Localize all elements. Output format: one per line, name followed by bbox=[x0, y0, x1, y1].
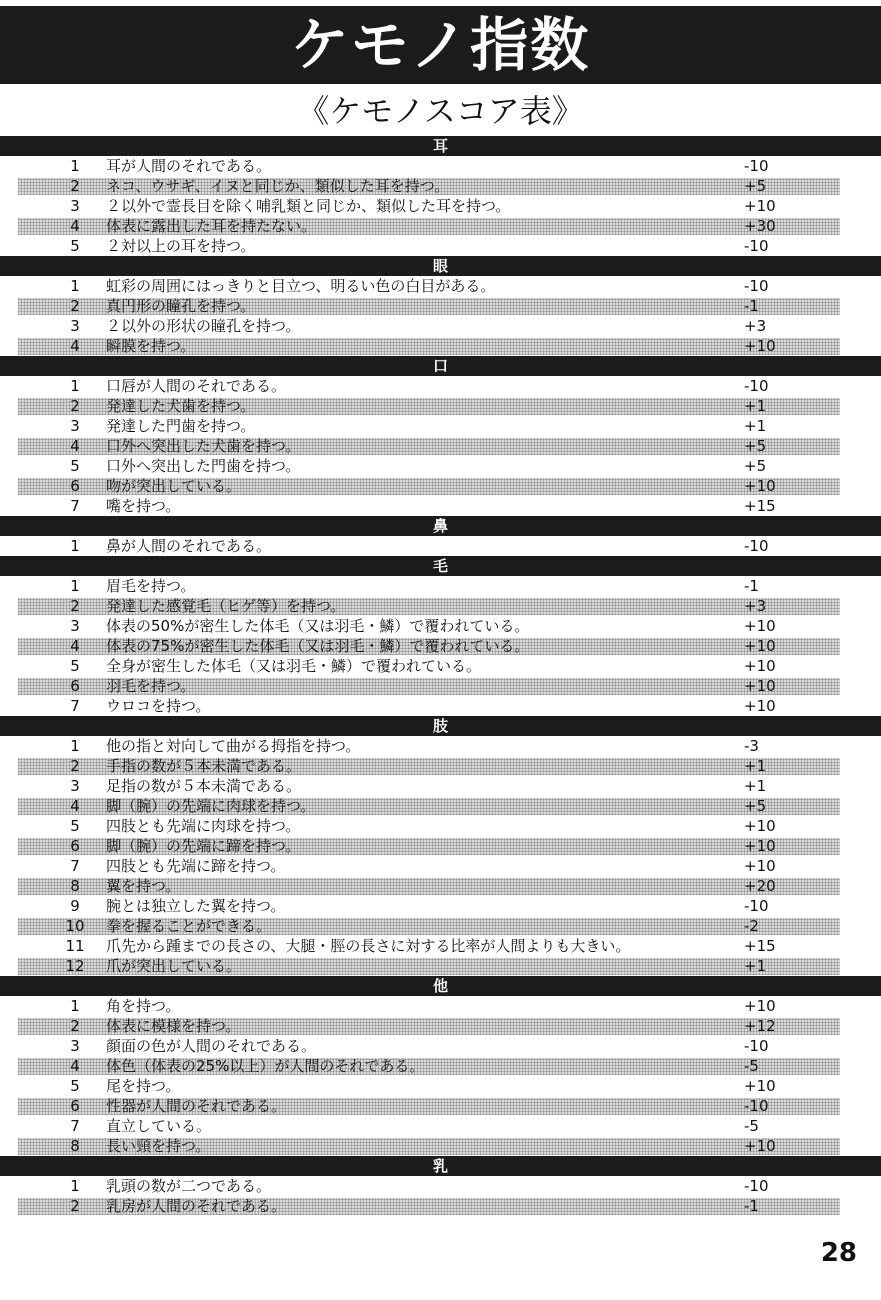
item-score: +10 bbox=[744, 837, 776, 855]
item-score: +5 bbox=[744, 797, 767, 815]
section-header: 口 bbox=[0, 356, 881, 376]
item-score: +10 bbox=[744, 197, 776, 215]
table-row bbox=[0, 1176, 881, 1196]
item-number: 4 bbox=[70, 637, 80, 655]
item-text: 発達した門歯を持つ。 bbox=[106, 417, 256, 435]
item-text: 体表に模様を持つ。 bbox=[106, 1017, 241, 1035]
item-text: 乳頭の数が二つである。 bbox=[106, 1177, 272, 1195]
item-number: 1 bbox=[70, 1177, 80, 1195]
item-number: 2 bbox=[70, 397, 80, 415]
item-text: 口外へ突出した門歯を持つ。 bbox=[106, 457, 301, 475]
item-score: -10 bbox=[744, 157, 769, 175]
table-row bbox=[0, 456, 881, 476]
item-score: -10 bbox=[744, 1097, 769, 1115]
item-score: +15 bbox=[744, 937, 776, 955]
item-number: 3 bbox=[70, 417, 80, 435]
section-header: 乳 bbox=[0, 1156, 881, 1176]
item-text: 長い頸を持つ。 bbox=[106, 1137, 211, 1155]
item-number: 2 bbox=[70, 1017, 80, 1035]
section-header: 鼻 bbox=[0, 516, 881, 536]
item-number: 6 bbox=[70, 477, 80, 495]
item-number: 2 bbox=[70, 1197, 80, 1215]
item-text: ２以外の形状の瞳孔を持つ。 bbox=[106, 317, 301, 335]
table-row bbox=[0, 1096, 881, 1116]
item-text: 体表の50%が密生した体毛（又は羽毛・鱗）で覆われている。 bbox=[106, 617, 530, 635]
table-row bbox=[0, 656, 881, 676]
page-subtitle: 《ケモノスコア表》 bbox=[297, 92, 584, 130]
item-text: 乳房が人間のそれである。 bbox=[106, 1197, 287, 1215]
item-number: 4 bbox=[70, 337, 80, 355]
item-score: +5 bbox=[744, 457, 767, 475]
item-score: -5 bbox=[744, 1057, 759, 1075]
item-text: 直立している。 bbox=[106, 1117, 212, 1135]
table-row bbox=[0, 336, 881, 356]
table-row bbox=[0, 476, 881, 496]
item-score: +1 bbox=[744, 417, 767, 435]
item-score: +10 bbox=[744, 337, 776, 355]
section-header: 耳 bbox=[0, 136, 881, 156]
table-row bbox=[0, 996, 881, 1016]
item-number: 7 bbox=[70, 497, 80, 515]
item-number: 1 bbox=[70, 577, 80, 595]
item-text: 瞬膜を持つ。 bbox=[106, 337, 196, 355]
table-row bbox=[0, 1196, 881, 1216]
table-row bbox=[0, 1076, 881, 1096]
item-score: -10 bbox=[744, 1037, 769, 1055]
item-text: 角を持つ。 bbox=[106, 997, 181, 1015]
table-row bbox=[0, 816, 881, 836]
item-number: 3 bbox=[70, 1037, 80, 1055]
table-row bbox=[0, 1116, 881, 1136]
table-row bbox=[0, 536, 881, 556]
item-text: ２以外で霊長目を除く哺乳類と同じか、類似した耳を持つ。 bbox=[106, 197, 511, 215]
item-number: 3 bbox=[70, 197, 80, 215]
table-row bbox=[0, 1016, 881, 1036]
item-score: -10 bbox=[744, 1177, 769, 1195]
table-row bbox=[0, 436, 881, 456]
table-row bbox=[0, 156, 881, 176]
section-header: 肢 bbox=[0, 716, 881, 736]
table-row bbox=[0, 776, 881, 796]
item-text: 吻が突出している。 bbox=[106, 477, 242, 495]
table-row bbox=[0, 216, 881, 236]
table-row bbox=[0, 636, 881, 656]
item-number: 5 bbox=[70, 237, 80, 255]
table-row bbox=[0, 236, 881, 256]
item-score: -10 bbox=[744, 537, 769, 555]
item-score: +15 bbox=[744, 497, 776, 515]
item-number: 7 bbox=[70, 697, 80, 715]
item-score: -1 bbox=[744, 1197, 759, 1215]
item-score: +10 bbox=[744, 617, 776, 635]
table-row bbox=[0, 836, 881, 856]
item-text: 爪が突出している。 bbox=[106, 957, 242, 975]
table-row bbox=[0, 576, 881, 596]
table-row bbox=[0, 676, 881, 696]
table-row bbox=[0, 876, 881, 896]
table-row bbox=[0, 916, 881, 936]
item-number: 11 bbox=[65, 937, 85, 955]
item-number: 3 bbox=[70, 317, 80, 335]
item-number: 1 bbox=[70, 997, 80, 1015]
table-row bbox=[0, 396, 881, 416]
table-row bbox=[0, 1056, 881, 1076]
item-text: 拳を握ることができる。 bbox=[106, 917, 272, 935]
table-row bbox=[0, 896, 881, 916]
table-row bbox=[0, 1136, 881, 1156]
item-number: 6 bbox=[70, 1097, 80, 1115]
item-number: 6 bbox=[70, 677, 80, 695]
item-score: +10 bbox=[744, 817, 776, 835]
item-text: 鼻が人間のそれである。 bbox=[106, 537, 272, 555]
table-row bbox=[0, 956, 881, 976]
item-number: 7 bbox=[70, 857, 80, 875]
table-row bbox=[0, 936, 881, 956]
item-score: -1 bbox=[744, 577, 759, 595]
table-row bbox=[0, 496, 881, 516]
item-text: 手指の数が５本未満である。 bbox=[106, 757, 302, 775]
item-text: 四肢とも先端に蹄を持つ。 bbox=[106, 857, 286, 875]
item-score: +10 bbox=[744, 637, 776, 655]
section-header: 眼 bbox=[0, 256, 881, 276]
table-row bbox=[0, 176, 881, 196]
table-row bbox=[0, 196, 881, 216]
item-text: 発達した感覚毛（ヒゲ等）を持つ。 bbox=[106, 597, 346, 615]
item-number: 4 bbox=[70, 1057, 80, 1075]
item-score: +10 bbox=[744, 677, 776, 695]
item-text: ネコ、ウサギ、イヌと同じか、類似した耳を持つ。 bbox=[106, 177, 450, 195]
item-score: +20 bbox=[744, 877, 776, 895]
item-text: 脚（腕）の先端に蹄を持つ。 bbox=[106, 837, 301, 855]
item-number: 4 bbox=[70, 217, 80, 235]
item-score: +1 bbox=[744, 397, 767, 415]
item-text: 四肢とも先端に肉球を持つ。 bbox=[106, 817, 301, 835]
item-text: ウロコを持つ。 bbox=[106, 697, 211, 715]
item-number: 1 bbox=[70, 377, 80, 395]
item-score: -10 bbox=[744, 377, 769, 395]
item-number: 5 bbox=[70, 457, 80, 475]
item-number: 5 bbox=[70, 817, 80, 835]
item-number: 2 bbox=[70, 177, 80, 195]
item-number: 5 bbox=[70, 1077, 80, 1095]
item-text: 翼を持つ。 bbox=[106, 877, 181, 895]
item-number: 1 bbox=[70, 537, 80, 555]
item-text: 口外へ突出した犬歯を持つ。 bbox=[106, 437, 301, 455]
item-number: 12 bbox=[65, 957, 85, 975]
table-row bbox=[0, 296, 881, 316]
item-text: 爪先から踵までの長さの、大腿・脛の長さに対する比率が人間よりも大きい。 bbox=[106, 937, 631, 955]
section-header: 他 bbox=[0, 976, 881, 996]
item-score: -10 bbox=[744, 237, 769, 255]
item-number: 1 bbox=[70, 157, 80, 175]
page-title: ケモノ指数 bbox=[0, 6, 881, 84]
item-number: 6 bbox=[70, 837, 80, 855]
item-number: 10 bbox=[65, 917, 85, 935]
item-number: 1 bbox=[70, 277, 80, 295]
item-score: +1 bbox=[744, 757, 767, 775]
item-number: 3 bbox=[70, 777, 80, 795]
item-text: 体表の75%が密生した体毛（又は羽毛・鱗）で覆われている。 bbox=[106, 637, 530, 655]
item-score: +12 bbox=[744, 1017, 776, 1035]
item-score: -3 bbox=[744, 737, 759, 755]
item-number: 8 bbox=[70, 1137, 80, 1155]
item-score: +3 bbox=[744, 317, 767, 335]
item-score: +5 bbox=[744, 177, 767, 195]
table-row bbox=[0, 616, 881, 636]
item-number: 5 bbox=[70, 657, 80, 675]
table-row bbox=[0, 736, 881, 756]
table-row bbox=[0, 376, 881, 396]
table-row bbox=[0, 756, 881, 776]
item-score: -5 bbox=[744, 1117, 759, 1135]
item-score: -1 bbox=[744, 297, 759, 315]
page-number: 28 bbox=[820, 1238, 857, 1268]
item-text: 性器が人間のそれである。 bbox=[106, 1097, 287, 1115]
score-table bbox=[0, 136, 881, 1216]
item-number: 2 bbox=[70, 297, 80, 315]
table-row bbox=[0, 416, 881, 436]
item-score: +1 bbox=[744, 957, 767, 975]
section-header: 毛 bbox=[0, 556, 881, 576]
item-number: 1 bbox=[70, 737, 80, 755]
item-text: 脚（腕）の先端に肉球を持つ。 bbox=[106, 797, 316, 815]
table-row bbox=[0, 856, 881, 876]
item-text: 口唇が人間のそれである。 bbox=[106, 377, 287, 395]
item-text: 腕とは独立した翼を持つ。 bbox=[106, 897, 286, 915]
item-text: 嘴を持つ。 bbox=[106, 497, 181, 515]
item-text: 発達した犬歯を持つ。 bbox=[106, 397, 256, 415]
item-score: -2 bbox=[744, 917, 759, 935]
item-score: +5 bbox=[744, 437, 767, 455]
item-text: 耳が人間のそれである。 bbox=[106, 157, 272, 175]
table-row bbox=[0, 316, 881, 336]
item-number: 3 bbox=[70, 617, 80, 635]
item-score: +10 bbox=[744, 1137, 776, 1155]
table-row bbox=[0, 696, 881, 716]
item-text: 体表に露出した耳を持たない。 bbox=[106, 217, 317, 235]
item-score: +30 bbox=[744, 217, 776, 235]
table-row bbox=[0, 796, 881, 816]
item-text: 真円形の瞳孔を持つ。 bbox=[106, 297, 256, 315]
item-text: 羽毛を持つ。 bbox=[106, 677, 196, 695]
item-score: +10 bbox=[744, 477, 776, 495]
item-number: 2 bbox=[70, 597, 80, 615]
item-score: +10 bbox=[744, 697, 776, 715]
item-number: 7 bbox=[70, 1117, 80, 1135]
item-text: 体色（体表の25%以上）が人間のそれである。 bbox=[106, 1057, 425, 1075]
item-text: 他の指と対向して曲がる拇指を持つ。 bbox=[106, 737, 361, 755]
item-number: 2 bbox=[70, 757, 80, 775]
table-row bbox=[0, 276, 881, 296]
item-text: 尾を持つ。 bbox=[106, 1077, 181, 1095]
item-score: +10 bbox=[744, 1077, 776, 1095]
item-text: 足指の数が５本未満である。 bbox=[106, 777, 302, 795]
item-number: 4 bbox=[70, 437, 80, 455]
item-score: +1 bbox=[744, 777, 767, 795]
item-text: ２対以上の耳を持つ。 bbox=[106, 237, 256, 255]
item-number: 9 bbox=[70, 897, 80, 915]
table-row bbox=[0, 596, 881, 616]
item-score: +10 bbox=[744, 857, 776, 875]
item-score: -10 bbox=[744, 897, 769, 915]
item-text: 虹彩の周囲にはっきりと目立つ、明るい色の白目がある。 bbox=[106, 277, 496, 295]
table-row bbox=[0, 1036, 881, 1056]
item-text: 眉毛を持つ。 bbox=[106, 577, 196, 595]
item-score: +3 bbox=[744, 597, 767, 615]
item-number: 8 bbox=[70, 877, 80, 895]
item-text: 全身が密生した体毛（又は羽毛・鱗）で覆われている。 bbox=[106, 657, 482, 675]
item-text: 顔面の色が人間のそれである。 bbox=[106, 1037, 317, 1055]
item-number: 4 bbox=[70, 797, 80, 815]
item-score: +10 bbox=[744, 997, 776, 1015]
item-score: +10 bbox=[744, 657, 776, 675]
item-score: -10 bbox=[744, 277, 769, 295]
